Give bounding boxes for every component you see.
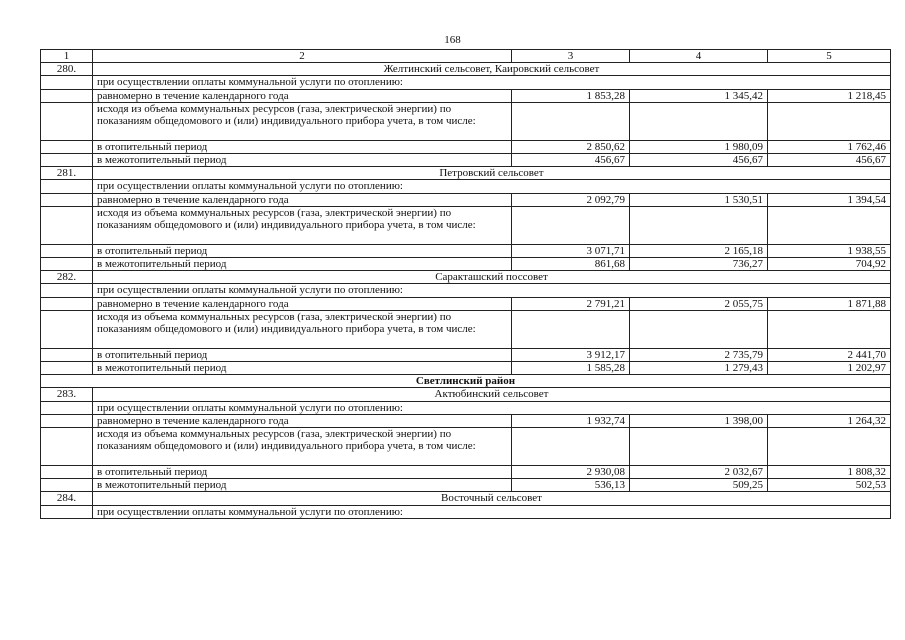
tariff-table-body <box>41 50 891 519</box>
section-title: Актюбинский сельсовет <box>93 388 891 401</box>
row-label: равномерно в течение календарного года <box>93 414 512 427</box>
value-cell <box>630 310 768 348</box>
district-row <box>41 375 891 388</box>
value-col5: 1 264,32 <box>768 414 891 427</box>
row-number <box>41 102 93 140</box>
value-col3: 3 912,17 <box>512 348 630 361</box>
row-number: 281. <box>41 167 93 180</box>
row-number <box>41 193 93 206</box>
value-col3: 1 932,74 <box>512 414 630 427</box>
value-col3: 536,13 <box>512 479 630 492</box>
section-row <box>41 63 891 76</box>
row-label: при осуществлении оплаты коммунальной услуги по отоплению: <box>93 180 891 193</box>
value-col4: 509,25 <box>630 479 768 492</box>
row-label: при осуществлении оплаты коммунальной услуги по отоплению: <box>93 76 891 89</box>
value-col5: 1 938,55 <box>768 244 891 257</box>
row-label: равномерно в течение календарного года <box>93 193 512 206</box>
value-col4: 1 530,51 <box>630 193 768 206</box>
row-number <box>41 244 93 257</box>
row-number <box>41 258 93 271</box>
table-row <box>41 193 891 206</box>
value-col4: 2 055,75 <box>630 297 768 310</box>
column-header: 1 <box>41 50 93 63</box>
value-col3: 861,68 <box>512 258 630 271</box>
table-row <box>41 348 891 361</box>
row-number <box>41 401 93 414</box>
column-header: 2 <box>93 50 512 63</box>
value-col4: 456,67 <box>630 154 768 167</box>
value-col3: 2 791,21 <box>512 297 630 310</box>
table-row <box>41 206 891 244</box>
row-number <box>41 76 93 89</box>
row-number <box>41 479 93 492</box>
table-row <box>41 89 891 102</box>
table-row <box>41 414 891 427</box>
value-col4: 736,27 <box>630 258 768 271</box>
row-number <box>41 310 93 348</box>
row-number <box>41 154 93 167</box>
value-cell <box>512 102 630 140</box>
value-cell <box>630 206 768 244</box>
row-label: в отопительный период <box>93 140 512 153</box>
row-label: равномерно в течение календарного года <box>93 297 512 310</box>
row-label: в отопительный период <box>93 244 512 257</box>
district-title: Светлинский район <box>41 375 891 388</box>
value-col5: 456,67 <box>768 154 891 167</box>
row-number <box>41 414 93 427</box>
row-label: исходя из объема коммунальных ресурсов (газа, электрической энергии) по показаниям общедомового и (или) индивидуального прибора учета, в том числе: <box>93 102 512 140</box>
value-col4: 2 165,18 <box>630 244 768 257</box>
table-row <box>41 310 891 348</box>
row-number <box>41 466 93 479</box>
row-number: 282. <box>41 271 93 284</box>
value-col3: 1 853,28 <box>512 89 630 102</box>
row-number: 280. <box>41 63 93 76</box>
column-header: 3 <box>512 50 630 63</box>
value-col5: 1 871,88 <box>768 297 891 310</box>
value-col5: 1 202,97 <box>768 362 891 375</box>
value-col3: 2 930,08 <box>512 466 630 479</box>
row-number <box>41 140 93 153</box>
value-col4: 1 345,42 <box>630 89 768 102</box>
row-label: в межотопительный период <box>93 154 512 167</box>
row-number <box>41 348 93 361</box>
table-row <box>41 154 891 167</box>
row-label: в межотопительный период <box>93 479 512 492</box>
section-title: Петровский сельсовет <box>93 167 891 180</box>
table-row <box>41 284 891 297</box>
value-col4: 2 032,67 <box>630 466 768 479</box>
row-label: исходя из объема коммунальных ресурсов (газа, электрической энергии) по показаниям общедомового и (или) индивидуального прибора учета, в том числе: <box>93 310 512 348</box>
table-row <box>41 76 891 89</box>
row-number <box>41 180 93 193</box>
row-number: 283. <box>41 388 93 401</box>
table-row <box>41 428 891 466</box>
row-label: в межотопительный период <box>93 258 512 271</box>
row-label: в межотопительный период <box>93 362 512 375</box>
row-number <box>41 206 93 244</box>
table-row <box>41 401 891 414</box>
section-row <box>41 492 891 505</box>
section-title: Саракташский поссовет <box>93 271 891 284</box>
section-row <box>41 271 891 284</box>
table-row <box>41 244 891 257</box>
value-col5: 1 762,46 <box>768 140 891 153</box>
value-col5: 1 808,32 <box>768 466 891 479</box>
row-label: при осуществлении оплаты коммунальной услуги по отоплению: <box>93 505 891 518</box>
value-col4: 2 735,79 <box>630 348 768 361</box>
row-label: исходя из объема коммунальных ресурсов (газа, электрической энергии) по показаниям общедомового и (или) индивидуального прибора учета, в том числе: <box>93 428 512 466</box>
row-number <box>41 89 93 102</box>
value-cell <box>768 102 891 140</box>
value-col4: 1 980,09 <box>630 140 768 153</box>
value-col5: 1 218,45 <box>768 89 891 102</box>
page-number: 168 <box>444 34 461 46</box>
value-cell <box>630 102 768 140</box>
row-label: в отопительный период <box>93 348 512 361</box>
row-number <box>41 505 93 518</box>
column-header: 5 <box>768 50 891 63</box>
row-label: при осуществлении оплаты коммунальной услуги по отоплению: <box>93 401 891 414</box>
value-col5: 2 441,70 <box>768 348 891 361</box>
section-title: Восточный сельсовет <box>93 492 891 505</box>
table-row <box>41 102 891 140</box>
section-row <box>41 388 891 401</box>
value-col3: 2 092,79 <box>512 193 630 206</box>
column-header-row <box>41 50 891 63</box>
section-title: Желтинский сельсовет, Каировский сельсовет <box>93 63 891 76</box>
tariff-table <box>40 49 891 519</box>
value-col3: 2 850,62 <box>512 140 630 153</box>
row-label: в отопительный период <box>93 466 512 479</box>
table-row <box>41 258 891 271</box>
value-cell <box>512 206 630 244</box>
value-cell <box>512 428 630 466</box>
table-row <box>41 180 891 193</box>
section-row <box>41 167 891 180</box>
row-number <box>41 362 93 375</box>
value-cell <box>512 310 630 348</box>
value-cell <box>768 428 891 466</box>
value-col3: 456,67 <box>512 154 630 167</box>
value-cell <box>768 206 891 244</box>
column-header: 4 <box>630 50 768 63</box>
table-row <box>41 466 891 479</box>
table-row <box>41 362 891 375</box>
value-col5: 502,53 <box>768 479 891 492</box>
value-col3: 1 585,28 <box>512 362 630 375</box>
value-cell <box>630 428 768 466</box>
value-col5: 1 394,54 <box>768 193 891 206</box>
row-number <box>41 284 93 297</box>
row-label: равномерно в течение календарного года <box>93 89 512 102</box>
row-number <box>41 428 93 466</box>
value-col3: 3 071,71 <box>512 244 630 257</box>
table-row <box>41 505 891 518</box>
value-col5: 704,92 <box>768 258 891 271</box>
row-number: 284. <box>41 492 93 505</box>
table-row <box>41 140 891 153</box>
value-col4: 1 398,00 <box>630 414 768 427</box>
table-row <box>41 297 891 310</box>
value-col4: 1 279,43 <box>630 362 768 375</box>
value-cell <box>768 310 891 348</box>
row-label: исходя из объема коммунальных ресурсов (газа, электрической энергии) по показаниям общедомового и (или) индивидуального прибора учета, в том числе: <box>93 206 512 244</box>
table-row <box>41 479 891 492</box>
row-label: при осуществлении оплаты коммунальной услуги по отоплению: <box>93 284 891 297</box>
row-number <box>41 297 93 310</box>
